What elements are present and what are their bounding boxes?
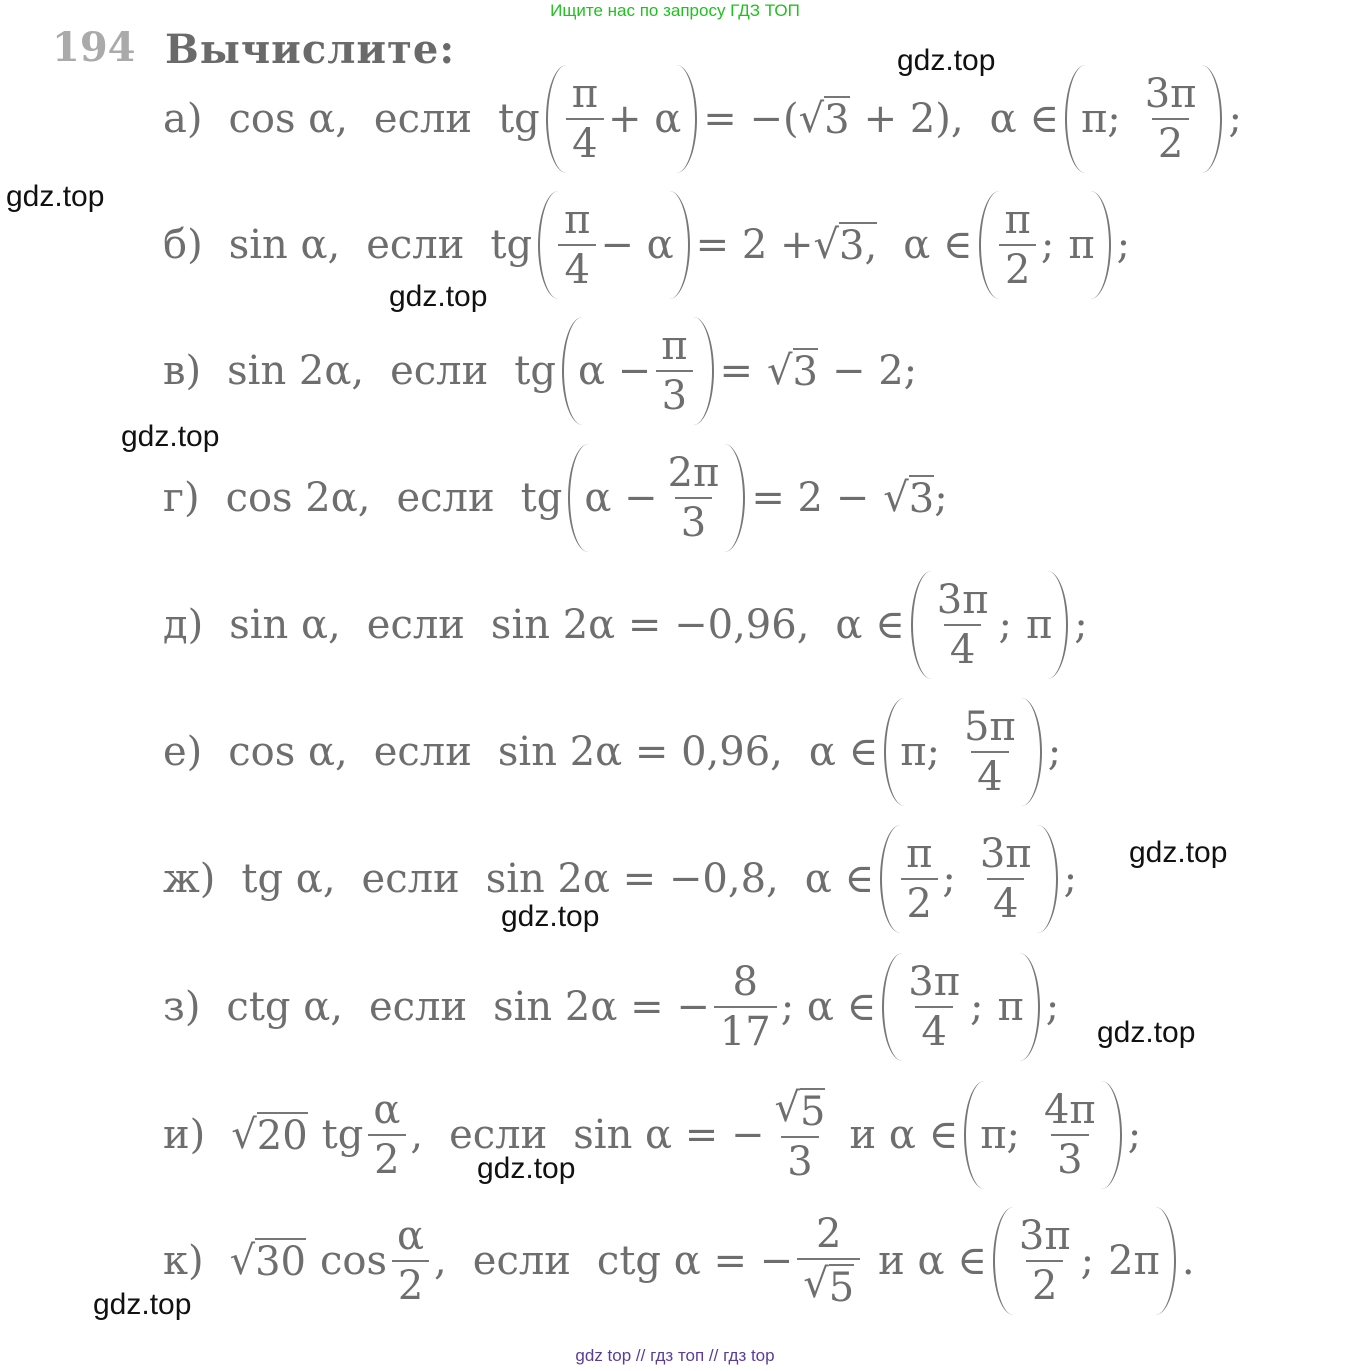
item-e: е) cos α, если sin 2α = 0,96, α ∈ π; $\frac{5\pi}{4}$ ; <box>163 697 1061 807</box>
item-i: и) √ 20 tg $\frac{\alpha}{2}$ , если sin α = − √ 5 3 и α ∈ π; $\frac{4\pi}{3}$ ; <box>163 1080 1141 1190</box>
interval: $\frac{\pi}{2}$ ; π <box>979 191 1111 299</box>
paren-group: α − $\frac{2\pi}{3}$ <box>568 444 745 552</box>
interval: $\frac{3\pi}{4}$ ; π <box>911 571 1069 679</box>
sqrt: √ 3 <box>798 96 850 143</box>
interval: π; $\frac{5\pi}{4}$ <box>884 698 1042 806</box>
interval: $\frac{\pi}{2}$ ; $\frac{3\pi}{4}$ <box>880 825 1058 933</box>
item-d: д) sin α, если sin 2α = −0,96, α ∈ $\frac{3\pi}{4}$ ; π ; <box>163 570 1088 680</box>
item-func: cos α, <box>228 96 348 142</box>
sqrt: √ 3, <box>813 222 878 269</box>
watermark: gdz.top <box>477 1152 576 1185</box>
sqrt: √ 20 <box>231 1112 308 1159</box>
problem-number: 194 <box>52 24 136 71</box>
item-zh: ж) tg α, если sin 2α = −0,8, α ∈ $\frac{\pi}{2}$ ; $\frac{3\pi}{4}$ ; <box>163 824 1077 934</box>
watermark: gdz.top <box>389 280 488 313</box>
search-banner: Ищите нас по запросу ГДЗ ТОП <box>550 1 800 20</box>
interval: π; $\frac{4\pi}{3}$ <box>964 1081 1122 1189</box>
paren-group: $\frac{\pi}{4}$ + α <box>546 65 698 173</box>
item-if: если <box>373 96 473 142</box>
item-b: б) sin α, если tg $\frac{\pi}{4}$ − α = 2 + √ 3, α ∈ $\frac{\pi}{2}$ ; π ; <box>163 190 1130 300</box>
watermark: gdz.top <box>93 1288 192 1321</box>
watermark: gdz.top <box>1129 836 1228 869</box>
paren-group: $\frac{\pi}{4}$ − α <box>538 191 690 299</box>
interval: $\frac{3\pi}{2}$ ; 2π <box>993 1207 1176 1315</box>
fraction: $\frac{\pi}{4}$ <box>566 74 604 164</box>
item-v: в) sin 2α, если tg α − $\frac{\pi}{3}$ = √ 3 − 2; <box>163 316 917 426</box>
watermark: gdz.top <box>897 44 996 77</box>
problem-heading: Вычислите: <box>165 26 456 73</box>
item-a: а) cos α, если tg $\frac{\pi}{4}$ + α = −( √ 3 + 2), α ∈ π; $\frac{3\pi}{2}$ ; <box>163 64 1242 174</box>
interval: π; $\frac{3\pi}{2}$ <box>1065 65 1223 173</box>
footer-links: gdz top // гдз топ // гдз top <box>575 1346 775 1365</box>
sqrt: √ 30 <box>229 1238 307 1285</box>
watermark: gdz.top <box>121 420 220 453</box>
watermark: gdz.top <box>1097 1016 1196 1049</box>
sqrt: √ 3 <box>883 475 935 522</box>
interval: $\frac{3\pi}{4}$ ; π <box>882 953 1040 1061</box>
paren-group: α − $\frac{\pi}{3}$ <box>562 317 714 425</box>
sqrt: √ 3 <box>767 348 818 395</box>
watermark: gdz.top <box>6 180 105 213</box>
item-label: а) <box>163 96 203 142</box>
item-k: к) √ 30 cos $\frac{\alpha}{2}$ , если ctg α = − 2 √ 5 и α ∈ $\frac{3\pi}{2}$ ; 2π . <box>163 1206 1195 1316</box>
item-tg: tg <box>498 96 540 142</box>
watermark: gdz.top <box>501 900 600 933</box>
item-g: г) cos 2α, если tg α − $\frac{2\pi}{3}$ = 2 − √ 3 ; <box>163 443 948 553</box>
item-z: з) ctg α, если sin 2α = − $\frac{8}{17}$ ; α ∈ $\frac{3\pi}{4}$ ; π ; <box>163 952 1059 1062</box>
